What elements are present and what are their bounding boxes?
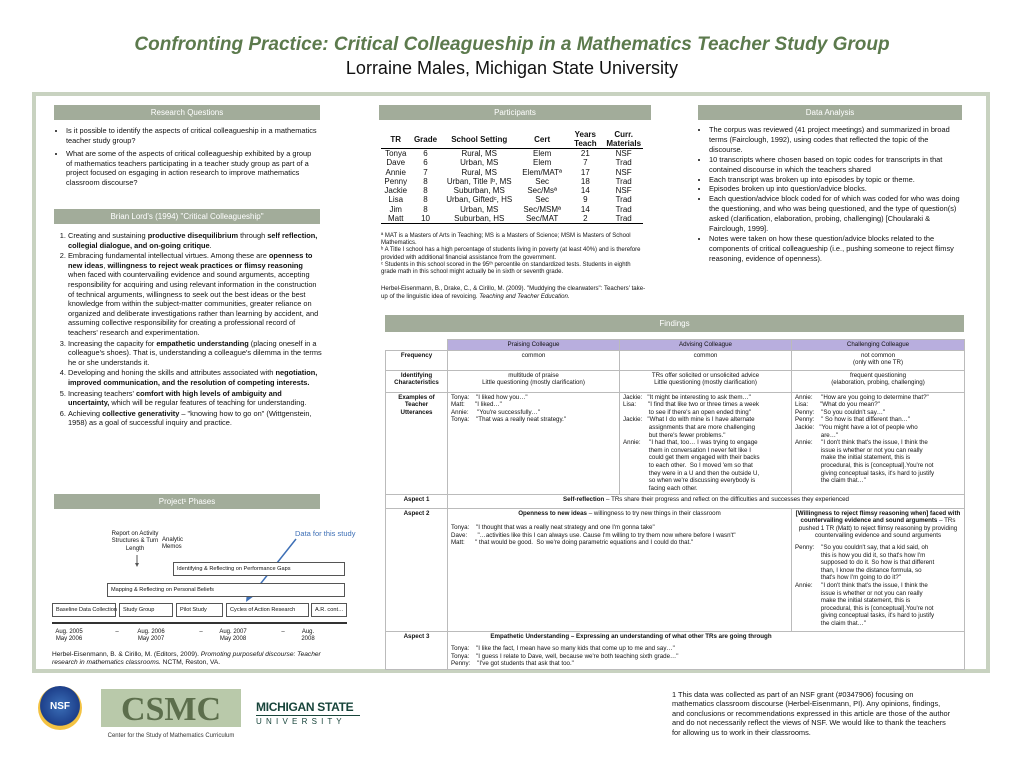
row-examples-label: Examples of Teacher Utterances	[386, 392, 448, 494]
phases-citation: Herbel-Eisenmann, B. & Cirillo, M. (Editors, 2009). Promoting purposeful discourse: Teacher research in mathematics classrooms. NCTM, Reston, VA.	[52, 651, 321, 667]
analysis-item-3: • Each transcript was broken up into episodes by topic or theme.	[709, 175, 962, 185]
phase-pilot-box: Pilot Study	[176, 603, 223, 617]
participants-col-0: TR	[381, 130, 411, 149]
research-questions	[56, 126, 318, 192]
note-a: ª MAT is a Masters of Arts in Teaching; MS is a Masters of Science; MSM is Masters of School Mathematics.	[381, 233, 631, 247]
table-row: Dave 6 Urban, MS Elem 7 Trad	[386, 158, 632, 168]
phase-row1-box: Identifying & Reflecting on Performance Gaps	[173, 562, 345, 576]
aspect2-right: [Willingness to reject flimsy reasoning when] faced with countervailing evidence and sound arguments – TRs pushed 1 TR (Matt) to reject flimsy reasoning by providing countervailing evidence and sound arguments Penny: "So you couldn't say, that a kid said, oh this is how you did it, so that's how I'm supposed to do it. So how is that different than, I know the distance formula, so that's how I'm going to do it?" Annie: "I don't think that's the issue, I think the issue is whether or not you can really make the initial statement, this is procedural, this is [conceptual].You're not giving conceptual tasks, it's hard to justify the claim that…"	[792, 508, 965, 631]
note-b: ᵇ A Title I school has a high percentage of students living in poverty (at least 40%) and is therefore provided with additional financial assistance from the government.	[381, 247, 641, 261]
report-activity-label: Report on Activity Structures & Turn Length	[111, 531, 159, 552]
phase-baseline-box: Baseline Data Collection	[52, 603, 116, 617]
participants-col-4: Years Teach	[566, 130, 604, 149]
lord-item-6: 6. Achieving collective generativity – "knowing how to go on" (Wittgenstein, 1958) as a goal of successful inquiry and practice.	[68, 409, 322, 428]
aspect1-text: Self-reflection – TRs share their progress and reflect on the difficulties and successes they experienced	[448, 494, 965, 508]
poster-subtitle: Lorraine Males, Michigan State University	[345, 58, 679, 78]
analysis-heading: Data Analysis	[698, 105, 962, 120]
lord-item-5: 5. Increasing teachers' comfort with high levels of ambiguity and uncertainty, which will be regular features of teaching for understanding.	[68, 389, 322, 408]
phase-cycles-box: Cycles of Action Research	[226, 603, 309, 617]
participants-table	[381, 130, 643, 224]
date-dash-3: –	[281, 629, 285, 635]
nsf-logo: NSF	[38, 686, 82, 730]
lord-item-1: 1. Creating and sustaining productive disequilibrium through self reflection, collegial dialogue, and on-going critique.	[68, 231, 322, 250]
row-aspect1-label: Aspect 1	[386, 494, 448, 508]
phases-heading: Project¹ Phases	[54, 494, 320, 509]
participants-col-3: Cert	[518, 130, 566, 149]
participants-heading: Participants	[379, 105, 651, 120]
row-frequency-label: Frequency	[386, 350, 448, 370]
aspect2-text: Openness to new ideas – willingness to try new things in their classroom Tonya: "I thought that was a really neat strategy and one I'm gonna take" Dave: "…activities like this I can always use. Cause I'm willing to try them now where before I wasn't" Matt: " that would be good. So we're doing parametric equations and I could do that."	[448, 508, 792, 631]
analysis-item-6: • Notes were taken on how these question/advice blocks related to the components of critical colleagueship (i.e., pushing someone to reject flimsy reasoning, evidence of openness).	[709, 234, 962, 264]
data-for-study-label: Data for this study	[295, 529, 356, 538]
table-row: Jackie 8 Suburban, MS Sec/Msª 14 NSF	[384, 186, 632, 196]
poster-header	[0, 34, 1024, 79]
date-2008: Aug. 2008	[301, 629, 315, 643]
note-c: ᶜ Students in this school scored in the 95ᵗʰ percentile on standardized tests. Students in eighth grade math in this school might actually be in sixth or seventh grade.	[381, 261, 631, 276]
csmc-logo	[99, 687, 243, 741]
research-question-1: • Is it possible to identify the aspects of critical colleagueship in a mathematics teacher study group?	[66, 126, 318, 145]
msu-logo: MICHIGAN STATE U N I V E R S I T Y	[256, 700, 360, 726]
participants-col-5: Curr. Materials	[606, 130, 642, 148]
table-row: Penny 8 Urban, Title Iᵇ, MS Sec 18 Trad	[384, 176, 632, 186]
analysis-item-4: • Episodes broken up into question/advice blocks.	[709, 184, 962, 194]
date-2006: Aug. 2006 May 2007	[137, 629, 165, 643]
participants-col-1: Grade	[411, 130, 441, 149]
svg-text:CSMC: CSMC	[120, 691, 222, 728]
findings-heading: Findings	[385, 315, 964, 332]
row-aspect3-label: Aspect 3	[386, 631, 448, 669]
phase-connector-icon	[130, 555, 150, 567]
aspect3-text: Empathetic Understanding – Expressing an understanding of what other TRs are going through Tonya: "I like the fact, I mean have so many kids that come up to me and say…" Tonya: "I guess I relate to Dave, well, because we're both teaching sixth grade…" Penny: "I've got students that ask that too."	[448, 631, 965, 669]
col-advising: Advising Colleague	[620, 340, 792, 351]
table-row: Matt 10 Suburban, HS Sec/MAT 2 Trad	[381, 214, 643, 224]
lord-item-4: 4. Developing and honing the skills and attributes associated with negotiation, improved communication, and the resolution of competing interests.	[68, 368, 322, 387]
phase-row2-box: Mapping & Reflecting on Personal Beliefs	[107, 583, 345, 597]
table-row: Tonya 6 Rural, MS Elem 21 NSF	[385, 149, 632, 158]
table-row: Lisa 8 Urban, Giftedᶜ, HS Sec 9 Trad	[388, 195, 632, 205]
lord-item-2: 2. Embracing fundamental intellectual virtues. Among these are openness to new ideas, willingness to reject weak practices or flimsy reasoning when faced with countervailing evidence and sound arguments, accepting responsibility for acquiring and using relevant information in the construction of technical arguments, willingness to seek out the best ideas or the best knowledge from within the subject-matter communities, greater reliance on organized and deliberate investigations rather than learning by accident, and assuming collective responsibility for creating a professional record of teachers' research and experimentation.	[68, 251, 322, 337]
lord-item-3: 3. Increasing the capacity for empathetic understanding (placing oneself in a colleague's shoes). That is, understanding a colleague's dilemma in the terms he or she understands it.	[68, 339, 322, 368]
date-dash-1: –	[115, 629, 119, 635]
analysis-list	[700, 125, 962, 264]
phase-study-group-box: Study Group	[119, 603, 173, 617]
svg-text:Center for the Study of Mathem: Center for the Study of Mathematics Curriculum	[107, 733, 235, 739]
analysis-item-1: • The corpus was reviewed (41 project meetings) and summarized in broad terms (Fairclough, 1992), using codes that reflected the topic of the discourse.	[709, 125, 962, 155]
date-2007: Aug. 2007 May 2008	[219, 629, 247, 643]
analytic-memos-label: Analytic Memos	[162, 537, 184, 551]
date-2005: Aug. 2005 May 2006	[55, 629, 83, 643]
analysis-item-5: • Each question/advice block coded for of which was coded for who was doing the questioning, and who was being questioned, and the type of question(s) asked (clarification, elaboration, probing, challenging) [Choularaki & Fairclough, 1999].	[709, 194, 962, 234]
col-challenging: Challenging Colleague	[792, 340, 965, 351]
col-praising: Praising Colleague	[448, 340, 620, 351]
participants-col-2: School Setting	[441, 130, 518, 149]
analysis-item-2: • 10 transcripts where chosen based on topic codes for transcripts in that contained discourse in which the teachers shared	[709, 155, 962, 175]
participants-citation: Herbel-Eisenmann, B., Drake, C., & Cirillo, M. (2009). "Muddying the clearwaters": Teachers' take-up of the linguistic idea of revoicing. Teaching and Teacher Education.	[381, 285, 646, 300]
table-row: Annie 7 Rural, MS Elem/MATª 17 NSF	[385, 167, 632, 177]
table-row: Jim 8 Urban, MS Sec/MSMª 14 Trad	[389, 204, 632, 214]
lord-list	[54, 231, 322, 429]
findings-table: Praising Colleague Advising Colleague Challenging Colleague Frequency common common not common (only with one TR) Identifying Characteristics multitude of praise Little questioning (mostly clarification) TRs offer solicited or unsolicited advice Little questioning (mostly clarification) frequent questioning (elaboration, probing, challenging) Examples of Teacher Utterances Tonya: "I liked how you…" Matt: "I liked…" Annie: "You're successfully…" Tonya: "That was a really neat strategy." Jackie: "It might be interesting to ask them…" Lisa: "I find that like two or three times a week to see if there's an open ended thing" Jackie: "What I do with mine is I have alternate assignments that are more challenging but there's fewer problems." Annie: "I had that, too… I was trying to engage them in conversation I never felt like I could get them engaged with their backs to each other. So I moved 'em so that they were in a U and then the outside U, so when we're discussing everybody is facing each other. Annie: "How are you going to determine that?" Lisa: "What do you mean?" Penny: "So you couldn't say…" Penny: " So how is that different than…" Jackie: "You might have a lot of people who are…" Annie: "I don't think that's the issue, I think the issue is whether or not you can really make the initial statement, this is procedural, this is [conceptual].You're not giving conceptual tasks, it's hard to justify the claim that…" Aspect 1 Self-reflection – TRs share their progress and reflect on the difficulties and successes they experienced Aspect 2 Openness to new ideas – willingness to try new things in their classroom Tonya: "I thought that was a really neat strategy and one I'm gonna take" Dave: "…activities like this I can always use. Cause I'm willing to try them now where before I wasn't" Matt: " that would be good. So we're doing parametric equations and I could do that." [Willingness to reject flimsy reasoning when] faced with countervailing evidence and sound arguments – TRs pushed 1 TR (Matt) to reject flimsy reasoning by providing countervailing evidence and sound arguments Penny: "So you couldn't say, that a kid said, oh this is how you did it, so that's how I'm supposed to do it. So how is that different than, I know the distance formula, so that's how I'm going to do it?" Annie: "I don't think that's the issue, I think the issue is whether or not you can really make the initial statement, this is procedural, this is [conceptual].You're not giving conceptual tasks, it's hard to justify the claim that…" Aspect 3 Empathetic Understanding – Expressing an understanding of what other TRs are going through Tonya: "I like the fact, I mean have so many kids that come up to me and say…" Tonya: "I guess I relate to Dave, well, because we're both teaching sixth grade…" Penny: "I've got students that ask that too."	[385, 339, 965, 670]
footnote: 1 This data was collected as part of an NSF grant (#0347906) focusing on mathematics classroom discourse (Herbel-Eisenmann, PI). Any opinions, findings, and conclusions or recommendations expressed in this article are those of the author and do not necessarily reflect the views of NSF. We would like to thank the teachers for allowing us to work in their classrooms.	[672, 690, 951, 737]
row-aspect2-label: Aspect 2	[386, 508, 448, 631]
row-identifying-label: Identifying Characteristics	[386, 370, 448, 392]
lord-heading: Brian Lord's (1994) "Critical Colleagueship"	[54, 209, 320, 224]
timeline-axis	[52, 622, 347, 624]
phase-ar-cont-box: A.R. cont…	[311, 603, 347, 617]
date-dash-2: –	[199, 629, 203, 635]
research-questions-heading: Research Questions	[54, 105, 320, 120]
research-question-2: • What are some of the aspects of critical colleagueship exhibited by a group of mathematics teachers participating in a teacher study group as part of a project focused on esgaging in action research to improve mathematics classroom discourse?	[66, 149, 318, 187]
participants-notes	[381, 233, 647, 276]
poster-title: Confronting Practice: Critical Colleagueship in a Mathematics Teacher Study Group	[134, 34, 890, 55]
